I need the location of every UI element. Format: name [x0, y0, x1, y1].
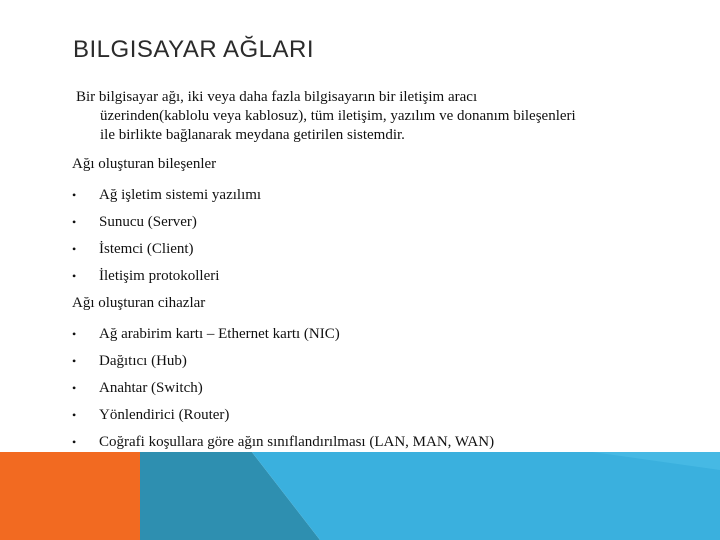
list-item [72, 182, 672, 209]
list-item [72, 236, 672, 263]
list-item [72, 348, 672, 375]
slide-title: BILGISAYAR AĞLARI [73, 36, 315, 63]
bullet-icon: • [72, 327, 77, 341]
list-item [72, 263, 672, 290]
bullet-icon: • [72, 381, 77, 395]
bullet-icon: • [72, 354, 77, 368]
bullet-icon: • [72, 408, 77, 422]
list-item [72, 429, 672, 456]
devices-list [72, 321, 672, 456]
list-item [72, 375, 672, 402]
list-item-text: Dağıtıcı (Hub) [99, 353, 187, 369]
devices-heading: Ağı oluşturan cihazlar [72, 295, 206, 311]
list-item-text: Anahtar (Switch) [99, 380, 203, 396]
components-heading: Ağı oluşturan bileşenler [72, 156, 217, 172]
intro-line: ile birlikte bağlanarak meydana getirilen sistemdir. [100, 127, 405, 143]
bullet-icon: • [72, 242, 77, 256]
list-item [72, 321, 672, 348]
components-list [72, 182, 672, 290]
slide-body [72, 88, 672, 456]
bullet-icon: • [72, 435, 77, 449]
list-item-text: Coğrafi koşullara göre ağın sınıflandırılması (LAN, MAN, WAN) [99, 434, 495, 450]
list-item-text: Ağ arabirim kartı – Ethernet kartı (NIC) [99, 326, 340, 342]
intro-line: Bir bilgisayar ağı, iki veya daha fazla bilgisayarın bir iletişim aracı [76, 89, 478, 105]
bullet-icon: • [72, 269, 77, 283]
bullet-icon: • [72, 188, 77, 202]
list-item-text: İletişim protokolleri [99, 268, 220, 284]
intro-line: üzerinden(kablolu veya kablosuz), tüm iletişim, yazılım ve donanım bileşenleri [100, 108, 576, 124]
list-item [72, 209, 672, 236]
list-item-text: Yönlendirici (Router) [99, 407, 230, 423]
intro-paragraph [76, 88, 672, 145]
list-item [72, 402, 672, 429]
list-item-text: İstemci (Client) [99, 241, 194, 257]
bullet-icon: • [72, 215, 77, 229]
list-item-text: Ağ işletim sistemi yazılımı [99, 187, 262, 203]
list-item-text: Sunucu (Server) [99, 214, 197, 230]
